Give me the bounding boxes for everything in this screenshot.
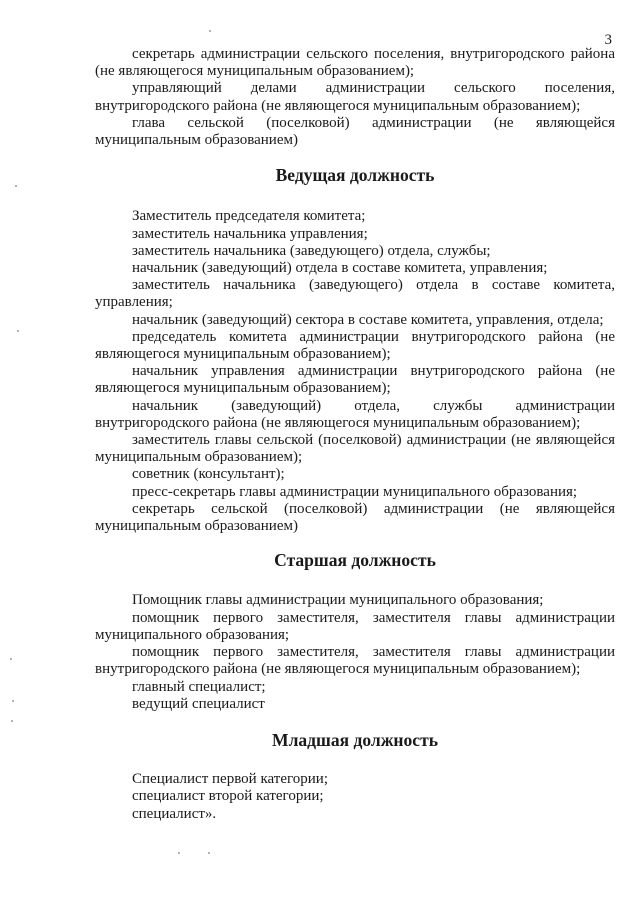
list-item: специалист». bbox=[132, 805, 217, 822]
list-item: начальник (заведующий) отдела в составе комитета, управления; bbox=[132, 260, 548, 277]
scan-speck bbox=[208, 852, 210, 854]
list-item: Заместитель председателя комитета; bbox=[132, 208, 366, 225]
list-item: начальник (заведующий) отдела, службы администрации внутригородского района (не являющегося муниципальным образованием); bbox=[95, 397, 615, 431]
list-item: начальник управления администрации внутригородского района (не являющегося муниципальным образованием); bbox=[95, 363, 615, 397]
scan-speck bbox=[11, 720, 13, 722]
paragraph: секретарь администрации сельского поселения, внутригородского района (не являющегося муниципальным образованием); bbox=[95, 46, 615, 80]
list-item: помощник первого заместителя, заместителя главы администрации муниципального образования; bbox=[95, 609, 615, 643]
list-item: ведущий специалист bbox=[132, 695, 265, 712]
scan-speck bbox=[12, 700, 14, 702]
scan-speck bbox=[17, 330, 19, 332]
scan-speck bbox=[15, 185, 17, 187]
list-item: секретарь сельской (поселковой) администрации (не являющейся муниципальным образованием) bbox=[95, 500, 615, 535]
list-item: Специалист первой категории; bbox=[132, 771, 328, 788]
scan-speck bbox=[178, 852, 180, 854]
list-item: советник (консультант); bbox=[132, 466, 285, 483]
section-leading-list bbox=[95, 208, 615, 535]
list-item: начальник (заведующий) сектора в составе комитета, управления, отдела; bbox=[132, 311, 604, 328]
list-item: специалист второй категории; bbox=[132, 788, 324, 805]
scan-speck bbox=[10, 658, 12, 660]
list-item: заместитель начальника (заведующего) отдела, службы; bbox=[132, 242, 491, 259]
list-item: Помощник главы администрации муниципального образования; bbox=[132, 592, 544, 609]
paragraph: управляющий делами администрации сельского поселения, внутригородского района (не являющегося муниципальным образованием); bbox=[95, 80, 615, 114]
paragraph: глава сельской (поселковой) администрации (не являющейся муниципальным образованием) bbox=[95, 114, 615, 149]
page-number: 3 bbox=[604, 32, 612, 48]
list-item: заместитель главы сельской (поселковой) администрации (не являющейся муниципальным образованием); bbox=[95, 432, 615, 466]
document-body bbox=[95, 46, 615, 823]
section-senior-list bbox=[95, 592, 615, 712]
intro-section bbox=[95, 46, 615, 149]
section-junior-list bbox=[95, 771, 615, 823]
list-item: главный специалист; bbox=[132, 678, 266, 695]
scan-speck bbox=[209, 30, 211, 32]
section-heading-senior: Старшая должность bbox=[274, 550, 436, 571]
list-item: пресс-секретарь главы администрации муниципального образования; bbox=[132, 483, 578, 500]
list-item: заместитель начальника (заведующего) отдела в составе комитета, управления; bbox=[95, 277, 615, 311]
list-item: помощник первого заместителя, заместителя главы администрации внутригородского района (не являющегося муниципальным образованием); bbox=[95, 644, 615, 678]
section-heading-junior: Младшая должность bbox=[272, 729, 438, 750]
list-item: заместитель начальника управления; bbox=[132, 225, 368, 242]
list-item: председатель комитета администрации внутригородского района (не являющегося муниципальным образованием); bbox=[95, 328, 615, 363]
section-heading-leading: Ведущая должность bbox=[275, 165, 435, 186]
